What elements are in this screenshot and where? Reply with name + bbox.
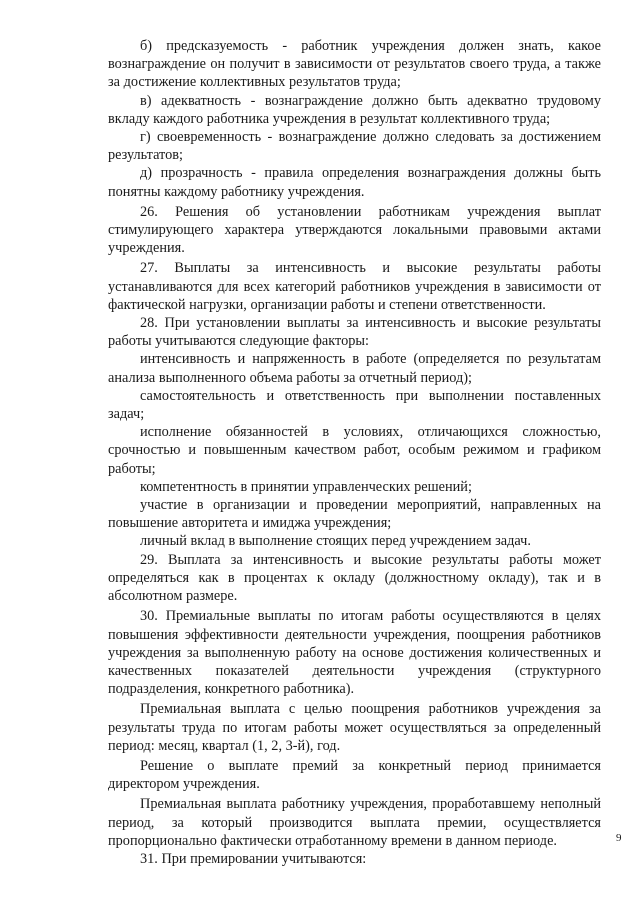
- factor-personal-contribution: личный вклад в выполнение стоящих перед учреждением задач.: [140, 533, 531, 550]
- paragraph-bonus-decision: Решение о выплате премий за конкретный период принимается директором учреждения.: [108, 757, 601, 793]
- paragraph-v-adequacy: в) адекватность - вознаграждение должно быть адекватно трудовому вкладу каждого работника учреждения в результат коллективного труда;: [108, 92, 601, 127]
- paragraph-bonus-period: Премиальная выплата с целью поощрения работников учреждения за результаты труда по итогам работы может осуществляться за определенный период: месяц, квартал (1, 2, 3-й), год.: [108, 701, 601, 754]
- paragraph-27: 27. Выплаты за интенсивность и высокие результаты работы устанавливаются для всех категорий работников учреждения в зависимости от фактической нагрузки, организации работы и степени ответственности.: [108, 260, 601, 313]
- page-number: 9: [616, 832, 622, 844]
- factor-competence: компетентность в принятии управленческих решений;: [140, 478, 472, 495]
- paragraph-28: 28. При установлении выплаты за интенсивность и высокие результаты работы учитываются следующие факторы:: [108, 315, 601, 350]
- paragraph-g-timeliness: г) своевременность - вознаграждение должно следовать за достижением результатов;: [108, 129, 601, 164]
- paragraph-d-transparency: д) прозрачность - правила определения вознаграждения должны быть понятны каждому работнику учреждения.: [108, 165, 601, 200]
- paragraph-b-predictability: б) предсказуемость - работник учреждения должен знать, какое вознаграждение он получит в зависимости от результатов своего труда, а также за достижение коллективных результатов труда;: [108, 38, 601, 91]
- body-text: [108, 37, 601, 868]
- factor-conditions: исполнение обязанностей в условиях, отличающихся сложностью, срочностью и повышенным качеством работ, особым режимом и графиком работы;: [108, 424, 601, 477]
- paragraph-29: 29. Выплата за интенсивность и высокие результаты работы может определяться как в процентах к окладу (должностному окладу), так и в абсолютном размере.: [108, 551, 601, 605]
- factor-independence: самостоятельность и ответственность при выполнении поставленных задач;: [108, 387, 601, 423]
- paragraph-bonus-partial: Премиальная выплата работнику учреждения, проработавшему неполный период, за который производится выплата премии, осуществляется пропорционально фактически отработанному времени в данном периоде.: [108, 796, 601, 849]
- factor-participation: участие в организации и проведении мероприятий, направленных на повышение авторитета и имиджа учреждения;: [108, 497, 601, 532]
- factor-intensity: интенсивность и напряженность в работе (определяется по результатам анализа выполненного объема работы за отчетный период);: [108, 351, 601, 386]
- paragraph-26: 26. Решения об установлении работникам учреждения выплат стимулирующего характера утверждаются локальными правовыми актами учреждения.: [108, 203, 601, 257]
- paragraph-31: 31. При премировании учитываются:: [140, 850, 367, 867]
- paragraph-30: 30. Премиальные выплаты по итогам работы осуществляются в целях повышения эффективности деятельности учреждения, поощрения работников учреждения за выполненную работу на основе достижения количественных и качественных показателей деятельности учреждения (структурного подразделения, конкретного работника).: [108, 608, 601, 698]
